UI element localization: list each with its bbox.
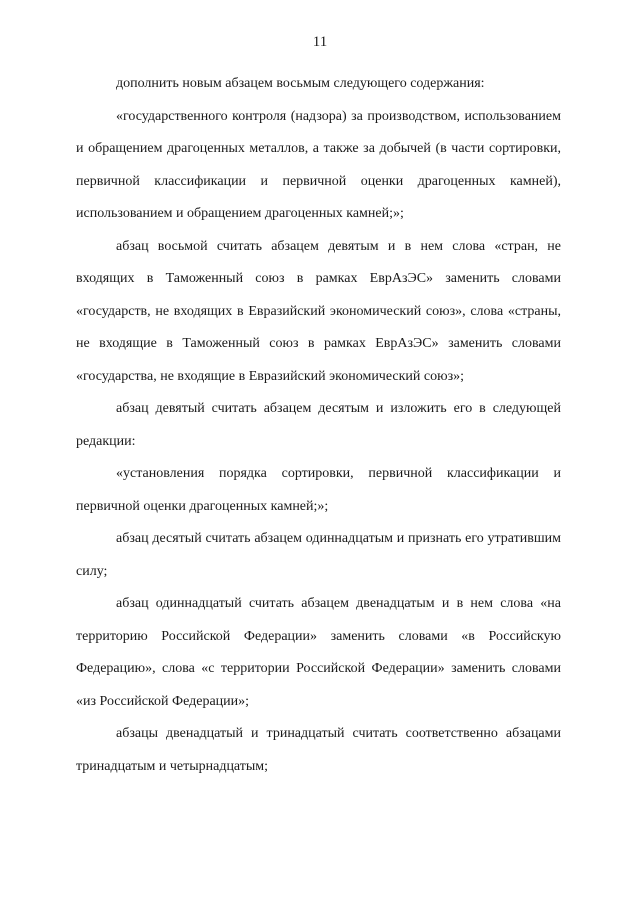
paragraph-state-control-quote: «государственного контроля (надзора) за производством, использованием и обращением драгоценных металлов, а также за добычей (в части сортировки, первичной классификации и первичной оценки драгоценных камней), использованием и обращением драгоценных камней;»;: [76, 108, 561, 221]
paragraph-ninth-to-tenth: абзац девятый считать абзацем десятым и изложить его в следующей редакции:: [76, 401, 561, 449]
paragraph-eleventh-to-twelfth: абзац одиннадцатый считать абзацем двенадцатым и в нем слова «на территорию Российской Федерации» заменить словами «в Российскую Федерацию», слова «с территории Российской Федерации» заменить словами «из Российской Федерации»;: [76, 596, 561, 709]
paragraph-renumbering: абзацы двенадцатый и тринадцатый считать соответственно абзацами тринадцатым и четырнадцатым;: [76, 726, 561, 774]
paragraph-eighth-to-ninth: абзац восьмой считать абзацем девятым и в нем слова «стран, не входящих в Таможенный союз в рамках ЕврАзЭС» заменить словами «государств, не входящих в Евразийский экономический союз», слова «страны, не входящие в Таможенный союз в рамках ЕврАзЭС» заменить словами «государства, не входящие в Евразийский экономический союз»;: [76, 238, 561, 384]
document-body: [76, 68, 561, 783]
paragraph-tenth-invalidated: абзац десятый считать абзацем одиннадцатым и признать его утратившим силу;: [76, 531, 561, 579]
paragraph-add-eighth: дополнить новым абзацем восьмым следующего содержания:: [116, 76, 485, 91]
page-number: 11: [312, 34, 328, 50]
paragraph-sorting-quote: «установления порядка сортировки, первичной классификации и первичной оценки драгоценных камней;»;: [76, 466, 561, 514]
